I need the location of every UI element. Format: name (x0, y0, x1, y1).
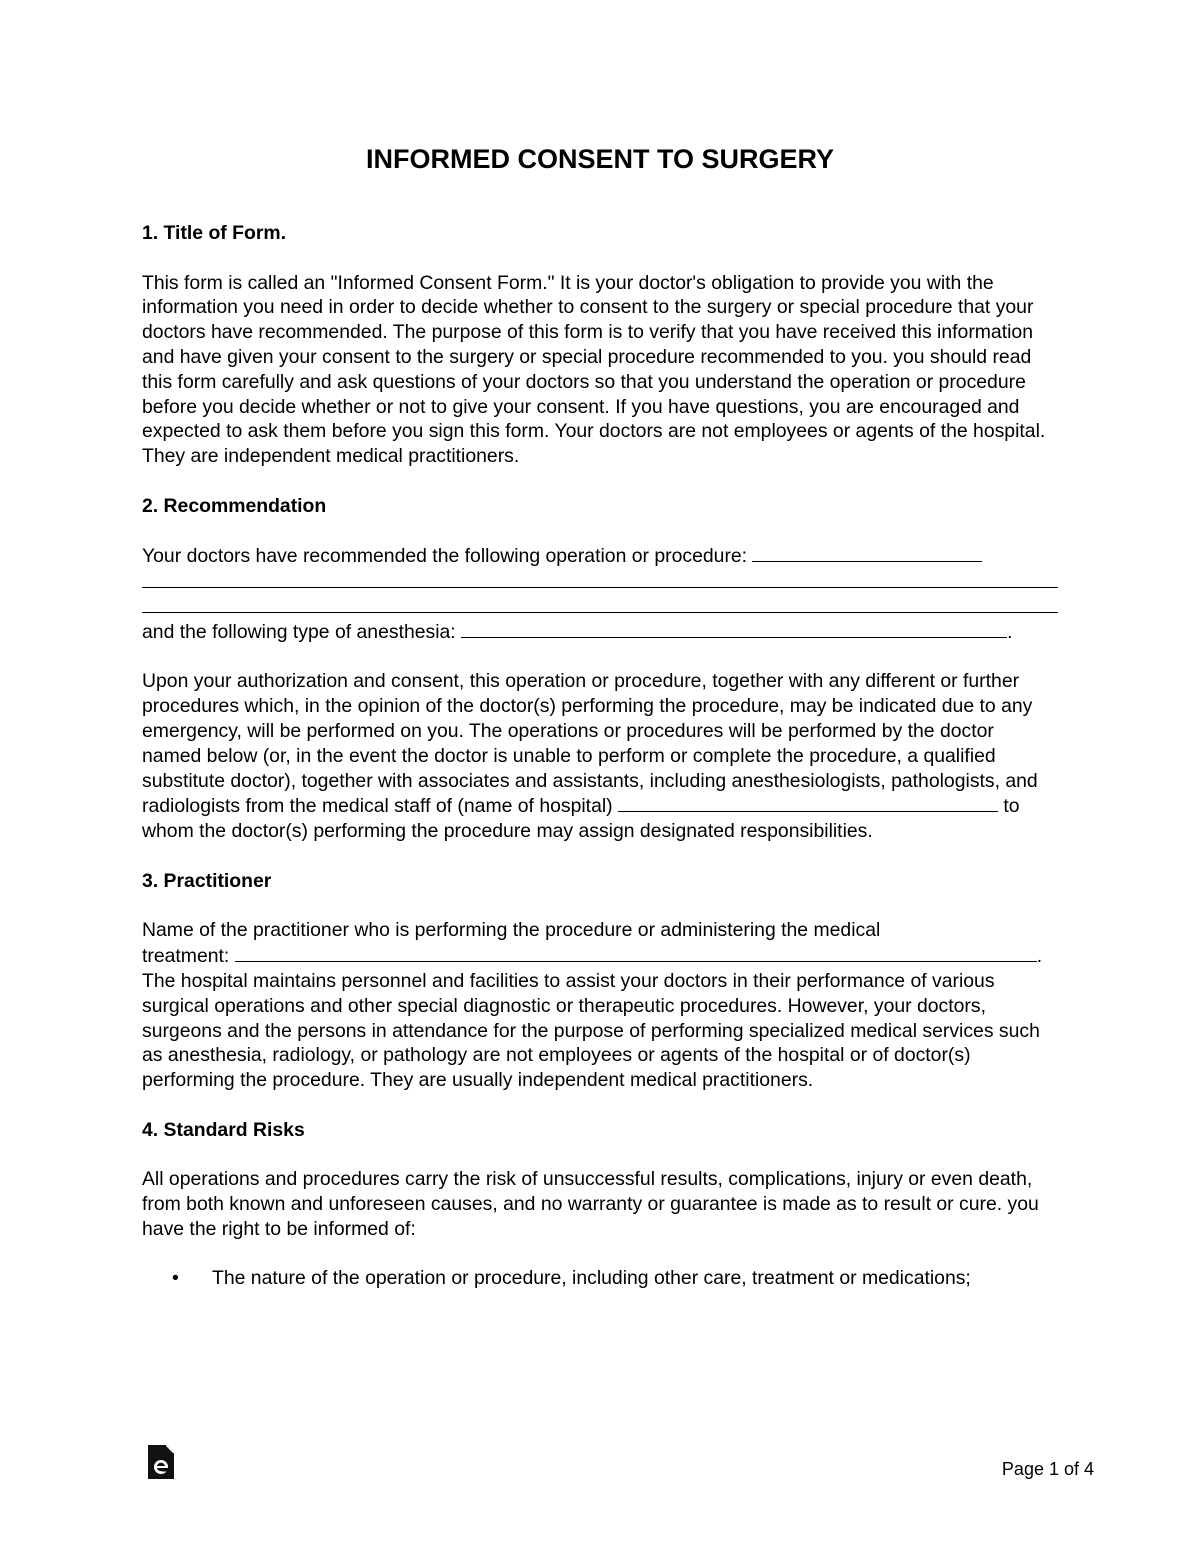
section-1-body: This form is called an "Informed Consent Form." It is your doctor's obligation to provide you with the information you need in order to decide whether to consent to the surgery or special procedure that your doctors have recommended. The purpose of this form is to verify that you have received this information and have given your consent to the surgery or special procedure recommended to you. you should read this form carefully and ask questions of your doctors so that you understand the operation or procedure before you decide whether or not to give your consent. If you have questions, you are encouraged and expected to ask them before you sign this form. Your doctors are not employees or agents of the hospital. They are independent medical practitioners. (142, 271, 1046, 468)
recommended-procedure-field[interactable] (752, 543, 982, 562)
section-3-heading: 3. Practitioner (142, 869, 272, 892)
authorization-text-end: to whom the doctor(s) performing the procedure may assign designated responsibilities. (142, 795, 1020, 843)
practitioner-label-line-1: Name of the practitioner who is performing the procedure or administering the medical (142, 919, 881, 942)
document-title: INFORMED CONSENT TO SURGERY (365, 144, 835, 174)
anesthesia-field[interactable] (461, 619, 1007, 638)
practitioner-name-field[interactable] (235, 943, 1037, 962)
section-2-heading: 2. Recommendation (142, 494, 327, 517)
anesthesia-line (142, 619, 1058, 645)
practitioner-label-line-2: treatment: (142, 945, 230, 968)
list-item-text: The nature of the operation or procedure, including other care, treatment or medications; (212, 1267, 971, 1290)
section-4-heading: 4. Standard Risks (142, 1118, 305, 1141)
document-body (142, 142, 1058, 1291)
anesthesia-label: and the following type of anesthesia: (142, 620, 456, 643)
hospital-name-field[interactable] (618, 793, 998, 812)
eforms-logo-icon (146, 1443, 176, 1481)
practitioner-period: . (1036, 945, 1043, 968)
section-1-heading: 1. Title of Form. (142, 222, 287, 244)
page-number: Page 1 of 4 (1001, 1459, 1094, 1479)
section-3-body: The hospital maintains personnel and facilities to assist your doctors in their performance of various surgical operations and other special diagnostic or therapeutic procedures. However, your doctors, surgeons and the persons in attendance for the purpose of performing specialized medical services such as anesthesia, radiology, or pathology are not employees or agents of the hospital or of doctor(s) performing the procedure. They are usually independent medical practitioners. (142, 969, 1040, 1092)
practitioner-name-line (142, 943, 1058, 969)
recommended-procedure-field-line-3[interactable] (142, 588, 1058, 613)
practitioner-name-block (142, 918, 1058, 969)
section-4-body: All operations and procedures carry the risk of unsuccessful results, complications, injury or even death, from both known and unforeseen causes, and no warranty or guarantee is made as to result or cure. you have the right to be informed of: (142, 1168, 1039, 1240)
anesthesia-period: . (1007, 620, 1013, 643)
authorization-text: Upon your authorization and consent, this operation or procedure, together with any different or further procedures which, in the opinion of the doctor(s) performing the procedure, may be indicated due to any emergency, will be performed on you. The operations or procedures will be performed by the doctor named below (or, in the event the doctor is unable to perform or complete the procedure, a qualified substitute doctor), together with associates and assistants, including anesthesiologists, pathologists, and radiologists from the medical staff of (name of hospital) (142, 670, 1038, 818)
authorization-paragraph (142, 669, 1058, 844)
recommendation-block (142, 543, 1058, 644)
recommended-procedure-label: Your doctors have recommended the following operation or procedure: (142, 545, 748, 568)
risk-list (142, 1266, 1058, 1291)
recommended-procedure-line (142, 543, 1058, 569)
bullet-icon: • (172, 1267, 179, 1290)
list-item (142, 1266, 1058, 1291)
